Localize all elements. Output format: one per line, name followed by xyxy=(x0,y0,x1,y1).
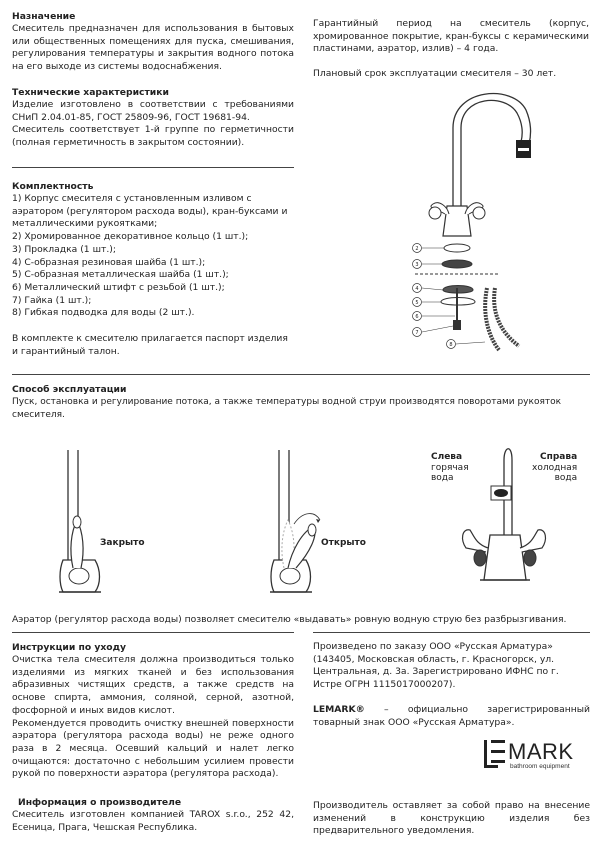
care-text-2: Рекомендуется проводить очистку внешней поверхности аэратора (регулятора расхода воды) не реже одного раза в 2 месяца. Осевший кальций и налет легко очищаются: достаточно с небольшим усилием провести рукой по поверхности аэратора (регулятора расхода). xyxy=(12,717,294,780)
kit-item: 3) Прокладка (1 шт.); xyxy=(12,243,116,255)
purpose-text: Смеситель предназначен для использования в бытовых или общественных помещениях для пуска, смешивания, регулирования температуры и закрытия водного потока на его выходе из системы водоснабжения. xyxy=(12,23,294,73)
kit-item: 5) С-образная металлическая шайба (1 шт.); xyxy=(12,269,229,281)
divider xyxy=(12,632,294,633)
care-title: Инструкции по уходу xyxy=(12,642,126,653)
open-label: Открыто xyxy=(321,538,366,548)
divider xyxy=(12,374,590,375)
callout-label: 7 xyxy=(415,330,419,336)
brand-text xyxy=(313,704,590,729)
tech-section xyxy=(12,87,294,150)
kit-item: 6) Металлический штифт с резьбой (1 шт.); xyxy=(12,281,225,293)
left-side-label: Слева горячая вода xyxy=(431,452,469,483)
tech-text-1: Изделие изготовлено в соответствии с требованиями СНиП 2.04.01-85, ГОСТ 25809-96, ГОСТ 19681-94. xyxy=(12,99,294,123)
order-text: Произведено по заказу ООО «Русская Арматура» (143405, Московская область, г. Красногорск, ул. Центральная, д. 3а. Зарегистрировано ИФНС по г. Истре ОГРН 1115017000207). xyxy=(313,641,559,691)
faucet-closed-illustration xyxy=(55,440,115,605)
faucet-open-illustration xyxy=(266,440,336,605)
producer-text: Смеситель изготовлен компанией TAROX s.r.o., 252 42, Есеница, Прага, Чешская Республика. xyxy=(12,809,294,833)
aerator-section xyxy=(12,614,592,627)
divider xyxy=(313,632,590,633)
kit-section xyxy=(12,181,294,358)
service-life-text: Плановый срок эксплуатации смесителя – 30 лет. xyxy=(313,68,557,80)
kit-item: 8) Гибкая подводка для воды (2 шт.). xyxy=(12,307,195,319)
aerator-note: Аэратор (регулятор расхода воды) позволяет смесителю «выдавать» ровную водную струю без разбрызгивания. xyxy=(12,614,567,625)
kit-note: В комплекте к смесителю прилагается паспорт изделия и гарантийный талон. xyxy=(12,333,288,357)
care-section xyxy=(12,642,294,781)
divider xyxy=(12,167,294,168)
usage-text: Пуск, остановка и регулирование потока, а также температуры водной струи производятся поворотами рукояток смесителя. xyxy=(12,397,562,420)
usage-section xyxy=(12,384,592,421)
tech-title: Технические характеристики xyxy=(12,87,169,98)
logo-text: MARK xyxy=(508,739,574,764)
faucet-front-illustration xyxy=(450,440,560,605)
usage-title: Способ эксплуатации xyxy=(12,384,127,395)
warranty-text: Гарантийный период на смеситель (корпус, хромированное покрытие, кран-буксы с керамическими пластинами, аэратор, излив) – 4 года. xyxy=(313,18,589,55)
kit-item: 4) С-образная резиновая шайба (1 шт.); xyxy=(12,256,206,268)
kit-item: 1) Корпус смесителя с установленным изливом с аэратором (регулятором расхода воды), кран-буксами и металлическими рукоятками; xyxy=(12,193,288,230)
right-side-label: Справа холодная вода xyxy=(532,452,578,483)
care-text-1: Очистка тела смесителя должна производиться только изделиями из мягких тканей и без использования абразивных чистящих средств, а также средств на основе спирта, аммония, соляной, серной, азотной, фосфорной и иных видов кислот. xyxy=(12,654,294,716)
callout-label: 2 xyxy=(415,246,419,252)
callout-label: 4 xyxy=(415,286,419,292)
kit-item: 7) Гайка (1 шт.); xyxy=(12,294,92,306)
brand-name: LEMARK® xyxy=(313,703,365,715)
purpose-section xyxy=(12,11,294,74)
brand-desc: – официально зарегистрированный товарный знак ООО «Русская Арматура». xyxy=(313,703,590,728)
callout-label: 8 xyxy=(449,342,453,348)
rights-text: Производитель оставляет за собой право на внесение изменений в конструкцию изделия без предварительного уведомления. xyxy=(313,800,590,837)
producer-section xyxy=(12,797,294,834)
lemark-logo xyxy=(482,738,588,774)
producer-title: Информация о производителе xyxy=(18,797,182,808)
rights-section xyxy=(313,800,590,838)
closed-label: Закрыто xyxy=(100,538,145,548)
kit-title: Комплектность xyxy=(12,181,94,192)
order-section xyxy=(313,641,590,729)
callout-label: 3 xyxy=(415,262,419,268)
callout-label: 5 xyxy=(415,300,419,306)
tech-text-2: Смеситель соответствует 1-й группе по герметичности (полная герметичность в закрытом состоянии). xyxy=(12,124,294,149)
callout-label: 6 xyxy=(415,314,419,320)
purpose-title: Назначение xyxy=(12,11,76,22)
warranty-section xyxy=(313,18,589,81)
faucet-exploded-diagram xyxy=(395,88,545,358)
logo-subtitle: bathroom equipment xyxy=(510,763,570,770)
kit-item: 2) Хромированное декоративное кольцо (1 шт.); xyxy=(12,231,249,243)
